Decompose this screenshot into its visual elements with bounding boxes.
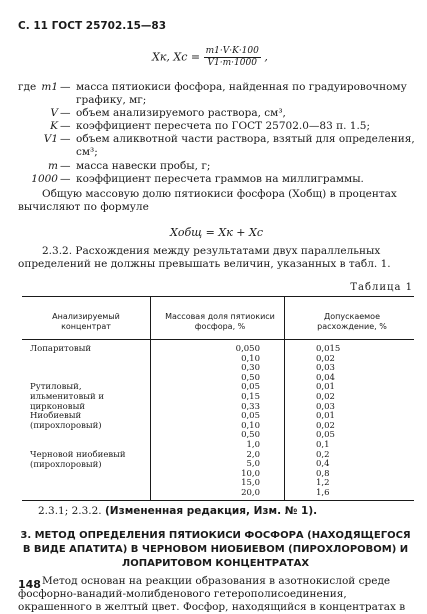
table-header-concentrate: Анализируемый концентрат: [52, 312, 120, 331]
table-cell-deviation: 0,05: [316, 430, 335, 441]
table-cell-mass: 0,50: [241, 430, 260, 441]
table-cell-deviation: 0,02: [316, 392, 335, 402]
table-cell-deviation: 0,01: [316, 411, 335, 422]
table-cell-deviation: 1,6: [316, 488, 330, 498]
table-caption: Таблица 1: [350, 282, 413, 293]
table-cell-mass: 0,15: [241, 392, 260, 402]
definition-m: m — масса навески пробы, г;: [20, 160, 415, 173]
definition-symbol: m1: [41, 81, 58, 93]
table-cell-mass: 0,10: [241, 420, 260, 431]
table-cell-mass: 0,10: [241, 353, 260, 364]
table-cell-mass: 0,33: [241, 401, 260, 412]
definitions-intro: где: [18, 81, 37, 93]
page-number: 148: [18, 578, 41, 591]
edition-note-bold: (Измененная редакция, Изм. № 1).: [105, 504, 318, 517]
edition-note-prefix: 2.3.1; 2.3.2.: [38, 504, 102, 517]
table-header-deviation: Допускаемое расхождение, %: [317, 312, 387, 331]
definition-m1: m1 — масса пятиокиси фосфора, найденная по градуировочному графику, мг;: [20, 81, 415, 107]
table-cell-mass: 2,0: [246, 449, 260, 460]
table-cell-deviation: 0,03: [316, 401, 335, 412]
definition-text: коэффициент пересчета по ГОСТ 25702.0—83 п. 1.5;: [76, 120, 371, 132]
table-col-rule: [284, 296, 285, 500]
table-top-rule: [22, 296, 414, 297]
table-group-name: Рутиловый, ильменитовый и цирконовый: [30, 382, 105, 413]
table-group-name: Черновой ниобиевый (пирохлоровый): [30, 449, 126, 470]
table-cell-mass: 20,0: [241, 488, 260, 498]
section-3-text: Метод основан на реакции образования в азотнокислой среде фосфорно-ванадий-молибденового гетерополисоединения, окрашенного в желтый цвет. Фосфор, находящийся в концентратах в: [18, 574, 406, 613]
definition-v1: V1 — объем аликвотной части раствора, взятый для определения, см³;: [20, 133, 415, 159]
table-header-rule: [22, 339, 414, 340]
definition-symbol: 1000: [31, 173, 58, 185]
definition-text: объем аликвотной части раствора, взятый для определения, см³;: [76, 133, 415, 158]
definition-symbol: V: [50, 107, 58, 119]
page-header: С. 11 ГОСТ 25702.15—83: [18, 20, 166, 32]
table-cell-deviation: 0,4: [316, 459, 330, 470]
table-cell-mass: 0,05: [241, 411, 260, 422]
formula-numerator: m1·V·K·100: [205, 46, 259, 56]
table-cell-mass: 15,0: [241, 478, 260, 489]
table-cell-deviation: 0,1: [316, 440, 330, 450]
definition-1000: 1000 — коэффициент пересчета граммов на миллиграммы.: [20, 173, 415, 186]
table-cell-deviation: 0,01: [316, 382, 335, 393]
table-col-rule: [150, 296, 151, 500]
table-header-mass: Массовая доля пятиокиси фосфора, %: [165, 312, 275, 331]
definition-v: V — объем анализируемого раствора, см³,: [20, 107, 415, 120]
table-cell-deviation: 0,2: [316, 449, 330, 460]
formula-total: Xобщ = Xк + Xс: [170, 226, 263, 239]
table-cell-mass: 0,50: [241, 372, 260, 383]
definition-text: коэффициент пересчета граммов на миллиграммы.: [76, 173, 364, 185]
definition-symbol: m: [48, 160, 58, 172]
table-cell-mass: 0,05: [241, 382, 260, 393]
table-cell-mass: 10,0: [241, 468, 260, 479]
table-bottom-rule: [22, 500, 414, 501]
edition-note: [38, 505, 317, 517]
formula-lhs: Xк, Xс =: [152, 50, 201, 64]
definition-text: масса пятиокиси фосфора, найденная по градуировочному графику, мг;: [76, 81, 407, 106]
paragraph-total: Общую массовую долю пятиокиси фосфора (Xобщ) в процентах вычисляют по формуле: [18, 188, 397, 213]
formula-denominator: V1·m·1000: [207, 58, 257, 68]
table-group-name: Лопаритовый: [30, 344, 92, 354]
table-cell-mass: 5,0: [246, 459, 260, 470]
table-cell-mass: 0,30: [241, 363, 260, 374]
table-cell-deviation: 0,015: [316, 344, 341, 354]
definition-text: масса навески пробы, г;: [76, 160, 211, 172]
table-cell-deviation: 0,04: [316, 372, 335, 383]
definition-text: объем анализируемого раствора, см³,: [76, 107, 286, 119]
formula-fraction: [204, 46, 261, 69]
table-group-name: Ниобиевый (пирохлоровый): [30, 411, 102, 432]
formula-tail: ,: [264, 50, 268, 64]
table-cell-deviation: 0,02: [316, 353, 335, 364]
section-3-title: 3. МЕТОД ОПРЕДЕЛЕНИЯ ПЯТИОКИСИ ФОСФОРА (НАХОДЯЩЕГОСЯ В ВИДЕ АПАТИТА) В ЧЕРНОВОМ НИОБИЕВОМ (ПИРОХЛОРОВОМ) И ЛОПАРИТОВОМ КОНЦЕНТРАТАХ: [20, 529, 411, 569]
table-cell-mass: 0,050: [235, 344, 260, 354]
definition-k: K — коэффициент пересчета по ГОСТ 25702.0—83 п. 1.5;: [20, 120, 415, 133]
formula-xk-xc: [152, 46, 268, 69]
table-cell-deviation: 1,2: [316, 478, 330, 489]
table-cell-deviation: 0,8: [316, 468, 330, 479]
table-cell-mass: 1,0: [246, 440, 260, 450]
paragraph-232: 2.3.2. Расхождения между результатами двух параллельных определений не должны превышать величин, указанных в табл. 1.: [18, 245, 391, 270]
definition-symbol: K: [50, 120, 58, 132]
definition-symbol: V1: [43, 133, 58, 145]
table-cell-deviation: 0,02: [316, 420, 335, 431]
table-cell-deviation: 0,03: [316, 363, 335, 374]
